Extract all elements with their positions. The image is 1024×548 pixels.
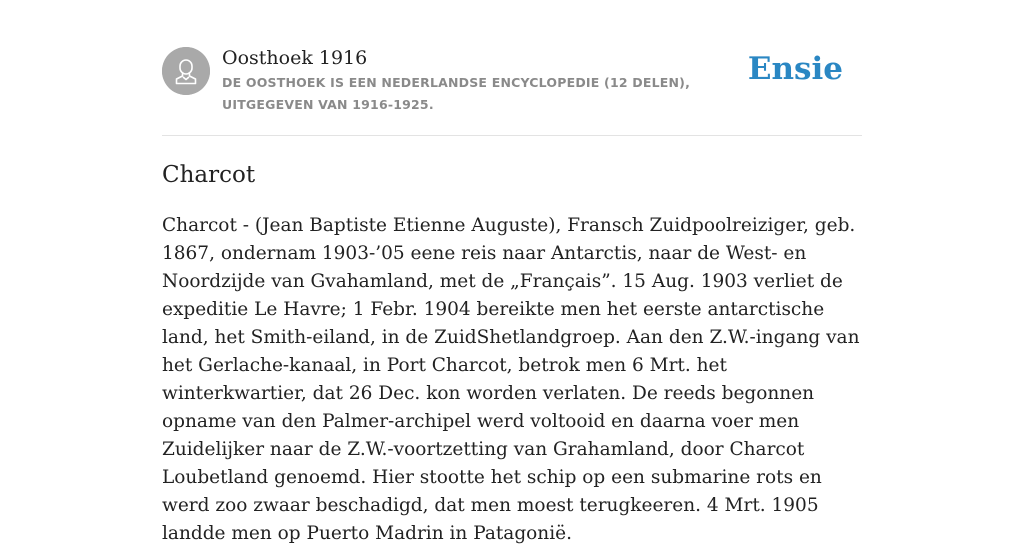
source-description: DE OOSTHOEK IS EEN NEDERLANDSE ENCYCLOPEDIE (12 DELEN), UITGEGEVEN VAN 1916-1925. [222,75,691,112]
source-header [162,45,862,135]
header-divider [162,135,862,136]
source-name-link[interactable]: Oosthoek 1916 [222,47,368,69]
article-body: Charcot - (Jean Baptiste Etienne Auguste), Fransch Zuidpoolreiziger, geb. 1867, ondernam 1903-’05 eene reis naar Antarctis, naar de West- en Noordzijde van Gvahamland, met de „Français”. 15 Aug. 1903 verliet de expeditie Le Havre; 1 Febr. 1904 bereikte men het eerste antarctische land, het Smith-eiland, in de ZuidShetlandgroep. Aan den Z.W.-ingang van het Gerlache-kanaal, in Port Charcot, betrok men 6 Mrt. het winterkwartier, dat 26 Dec. kon worden verlaten. De reeds begonnen opname van den Palmer-archipel werd voltooid en daarna voer men Zuidelijker naar de Z.W.-voortzetting van Grahamland, door Charcot Loubetland genoemd. Hier stootte het schip op een submarine rots en werd zoo zwaar beschadigd, dat men moest terugkeeren. 4 Mrt. 1905 landde men op Puerto Madrin in Patagonië. [162,215,860,544]
user-avatar-icon[interactable] [162,47,210,95]
ensie-logo[interactable]: Ensie [747,51,843,87]
article-title: Charcot [162,162,256,188]
